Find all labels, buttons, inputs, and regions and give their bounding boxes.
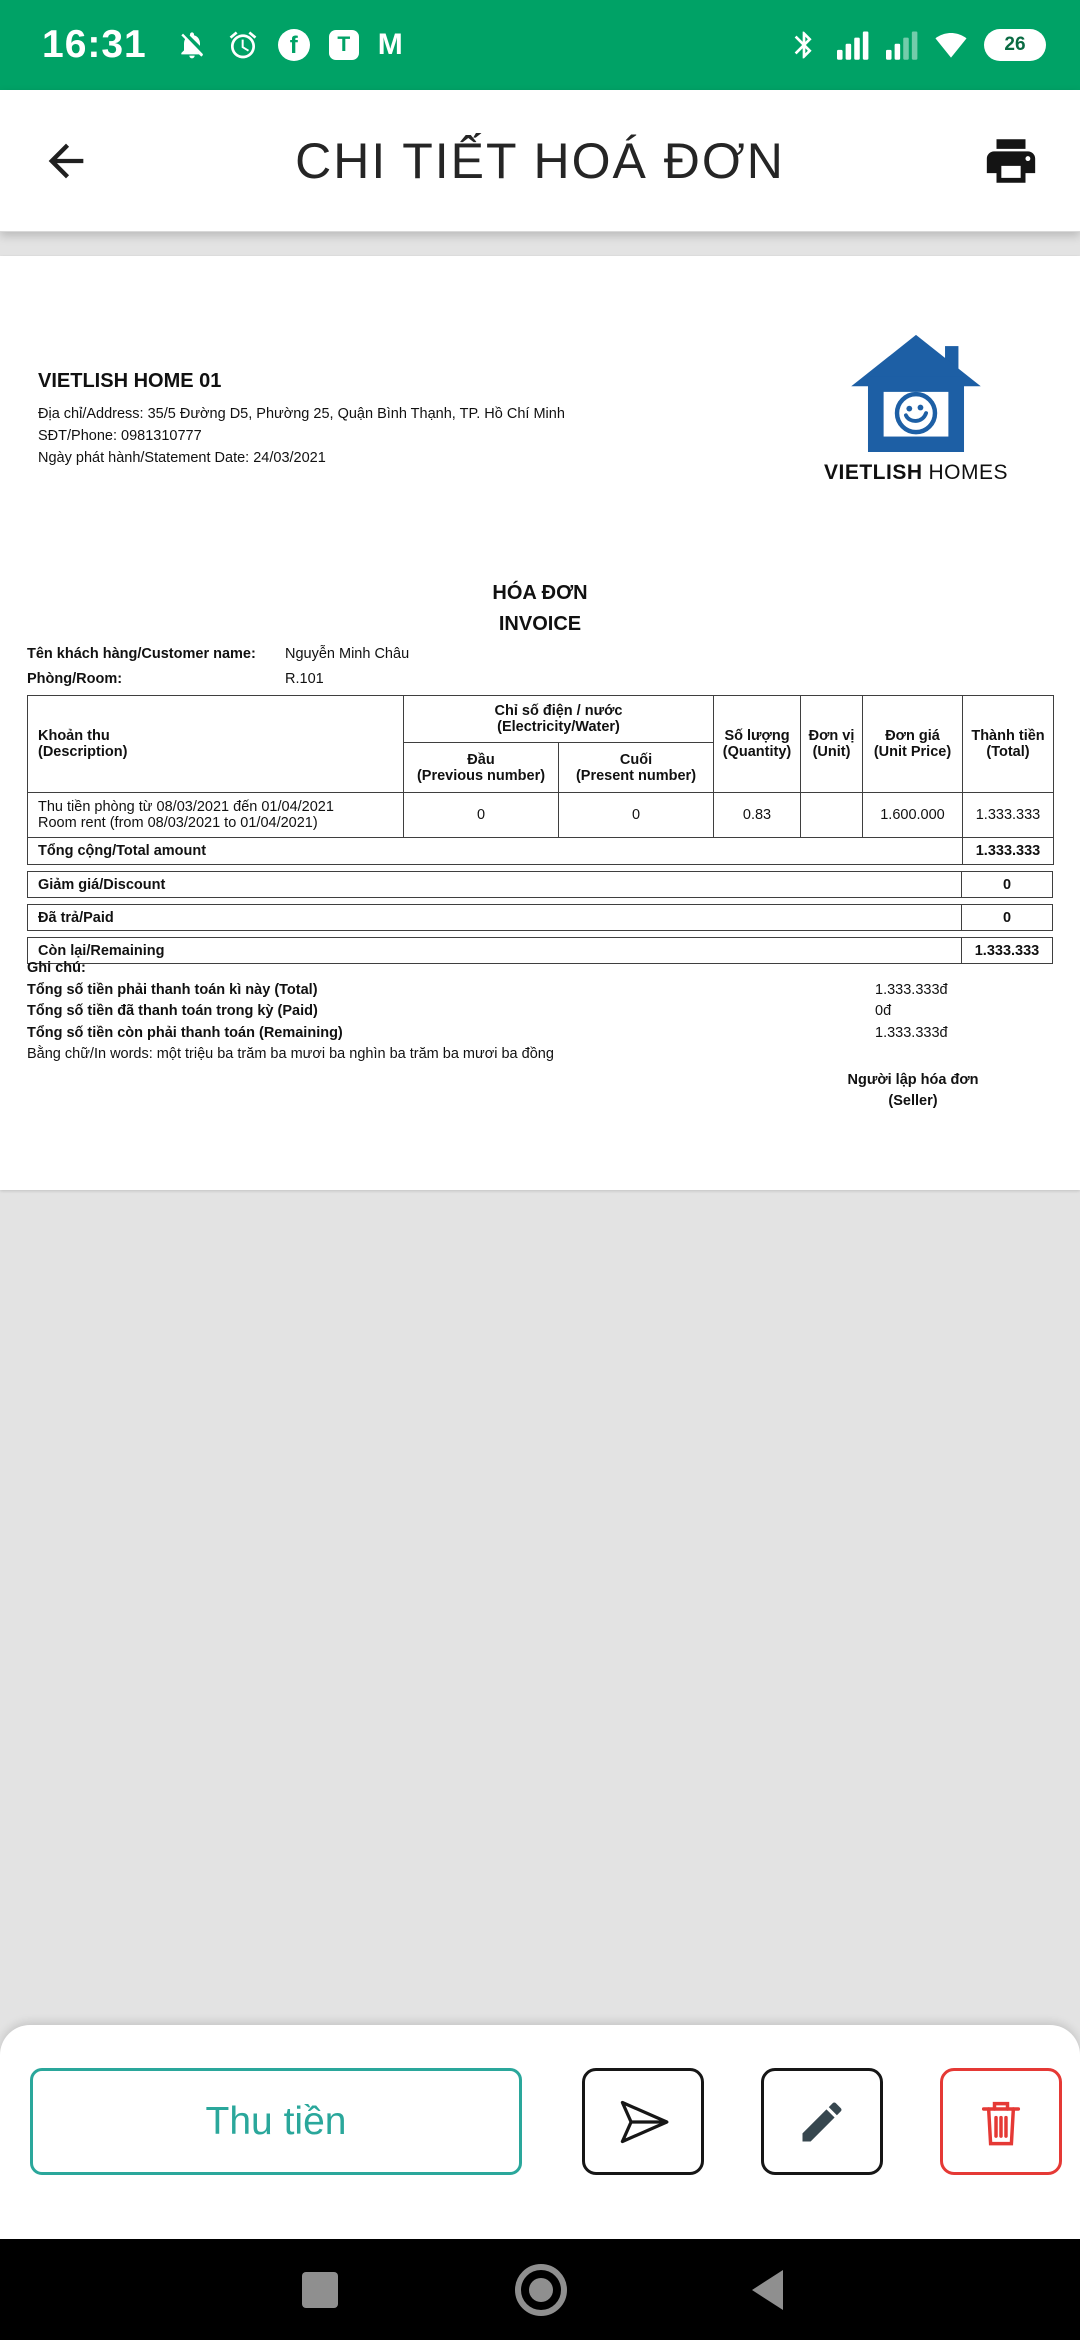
invoice-title-vi: HÓA ĐƠN (492, 582, 588, 604)
invoice-title-en: INVOICE (498, 613, 582, 635)
note-total-value: 1.333.333đ (875, 981, 948, 998)
charges-table (27, 695, 1053, 964)
note-paid-value: 0đ (875, 1003, 892, 1019)
total-amount-value: 1.333.333 (963, 838, 1054, 865)
note-paid-line: Tổng số tiền đã thanh toán trong kỳ (Paid) 0đ (27, 1001, 1053, 1023)
col-header-total: Thành tiền (Total) (963, 696, 1054, 793)
col-header-present: Cuối (Present number) (559, 743, 714, 793)
cell-present-number: 0 (559, 793, 714, 838)
gmail-icon: M (377, 28, 403, 61)
cell-total: 1.333.333 (963, 793, 1054, 838)
home-button[interactable] (515, 2264, 567, 2316)
customer-block (27, 642, 409, 692)
company-name: VIETLISH HOME 01 (38, 370, 222, 392)
send-icon (617, 2096, 669, 2148)
note-remaining-value: 1.333.333đ (875, 1024, 948, 1041)
printer-icon (982, 132, 1040, 190)
paid-label: Đã trả/Paid (38, 909, 114, 926)
wifi-icon (935, 29, 967, 61)
cell-unit (801, 793, 863, 838)
logo-wordmark (790, 461, 1042, 485)
logo-text-light: HOMES (928, 461, 1009, 484)
col-header-unit: Đơn vị (Unit) (801, 696, 863, 793)
room-row (27, 667, 409, 692)
navigation-bar (0, 2239, 1080, 2340)
remaining-label: Còn lại/Remaining (38, 942, 165, 959)
remaining-value: 1.333.333 (961, 938, 1052, 963)
summary-row-discount (27, 871, 1053, 898)
paid-value: 0 (961, 905, 1052, 930)
discount-value: 0 (961, 872, 1052, 897)
back-button[interactable] (40, 135, 92, 187)
send-invoice-button[interactable] (582, 2068, 704, 2175)
arrow-left-icon (40, 135, 92, 187)
status-time: 16:31 (42, 23, 147, 66)
battery-indicator: 26 (984, 29, 1046, 61)
bottom-action-sheet (0, 2025, 1080, 2239)
logo-text-bold: VIETLISH (823, 461, 923, 484)
facebook-icon: f (278, 29, 310, 61)
trash-icon (975, 2096, 1027, 2148)
summary-row-paid (27, 904, 1053, 931)
customer-row (27, 642, 409, 667)
amount-in-words: Bằng chữ/In words: một triệu ba trăm ba mươi ba nghìn ba trăm ba mươi ba đồng (27, 1046, 554, 1062)
cell-description: Thu tiền phòng từ 08/03/2021 đến 01/04/2021 Room rent (from 08/03/2021 to 01/04/2021) (28, 793, 404, 838)
seller-signature-block (773, 1070, 1053, 1112)
signal-icon-sim2 (886, 29, 918, 61)
company-phone: SĐT/Phone: 0981310777 (38, 428, 202, 444)
col-header-meter-group: Chỉ số điện / nước (Electricity/Water) (404, 696, 714, 743)
house-logo-icon (849, 334, 983, 452)
pencil-icon (796, 2096, 848, 2148)
notifications-off-icon (176, 29, 208, 61)
print-button[interactable] (982, 132, 1040, 190)
company-block (38, 370, 565, 469)
notes-block (27, 958, 1053, 1066)
signal-icon-sim1 (837, 29, 869, 61)
status-bar (0, 0, 1080, 90)
col-header-unit-price: Đơn giá (Unit Price) (863, 696, 963, 793)
cell-unit-price: 1.600.000 (863, 793, 963, 838)
invoice-document (0, 256, 1080, 1190)
customer-name: Nguyễn Minh Châu (285, 646, 410, 662)
seller-subtitle: (Seller) (888, 1093, 938, 1109)
col-header-description: Khoản thu (Description) (28, 696, 404, 793)
collect-money-button[interactable]: Thu tiền (30, 2068, 522, 2175)
company-address: Địa chỉ/Address: 35/5 Đường D5, Phường 25, Quận Bình Thạnh, TP. Hồ Chí Minh (38, 406, 565, 422)
nav-back-button[interactable] (752, 2270, 783, 2310)
cell-quantity: 0.83 (714, 793, 801, 838)
room-value: R.101 (285, 671, 324, 687)
seller-title: Người lập hóa đơn (847, 1072, 979, 1088)
note-remaining-line: Tổng số tiền còn phải thanh toán (Remaining) 1.333.333đ (27, 1023, 1053, 1045)
invoice-title (0, 578, 1080, 640)
room-label: Phòng/Room: (27, 671, 123, 687)
note-total-line: Tổng số tiền phải thanh toán kì này (Total) 1.333.333đ (27, 980, 1053, 1002)
teams-icon: T (329, 30, 359, 60)
page-title: CHI TIẾT HOÁ ĐƠN (295, 132, 785, 189)
alarm-icon (227, 29, 259, 61)
recents-button[interactable] (302, 2272, 338, 2308)
cell-previous-number: 0 (404, 793, 559, 838)
edit-invoice-button[interactable] (761, 2068, 883, 2175)
customer-label: Tên khách hàng/Customer name: (27, 646, 256, 662)
discount-label: Giảm giá/Discount (38, 876, 166, 893)
app-bar (0, 90, 1080, 232)
delete-invoice-button[interactable] (940, 2068, 1062, 2175)
col-header-quantity: Số lượng (Quantity) (714, 696, 801, 793)
bluetooth-icon (788, 29, 820, 61)
col-header-previous: Đầu (Previous number) (404, 743, 559, 793)
company-logo (790, 334, 1042, 485)
notes-heading: Ghi chú: (27, 960, 86, 976)
statement-date: Ngày phát hành/Statement Date: 24/03/2021 (38, 450, 326, 466)
total-amount-label: Tổng cộng/Total amount (28, 838, 963, 865)
